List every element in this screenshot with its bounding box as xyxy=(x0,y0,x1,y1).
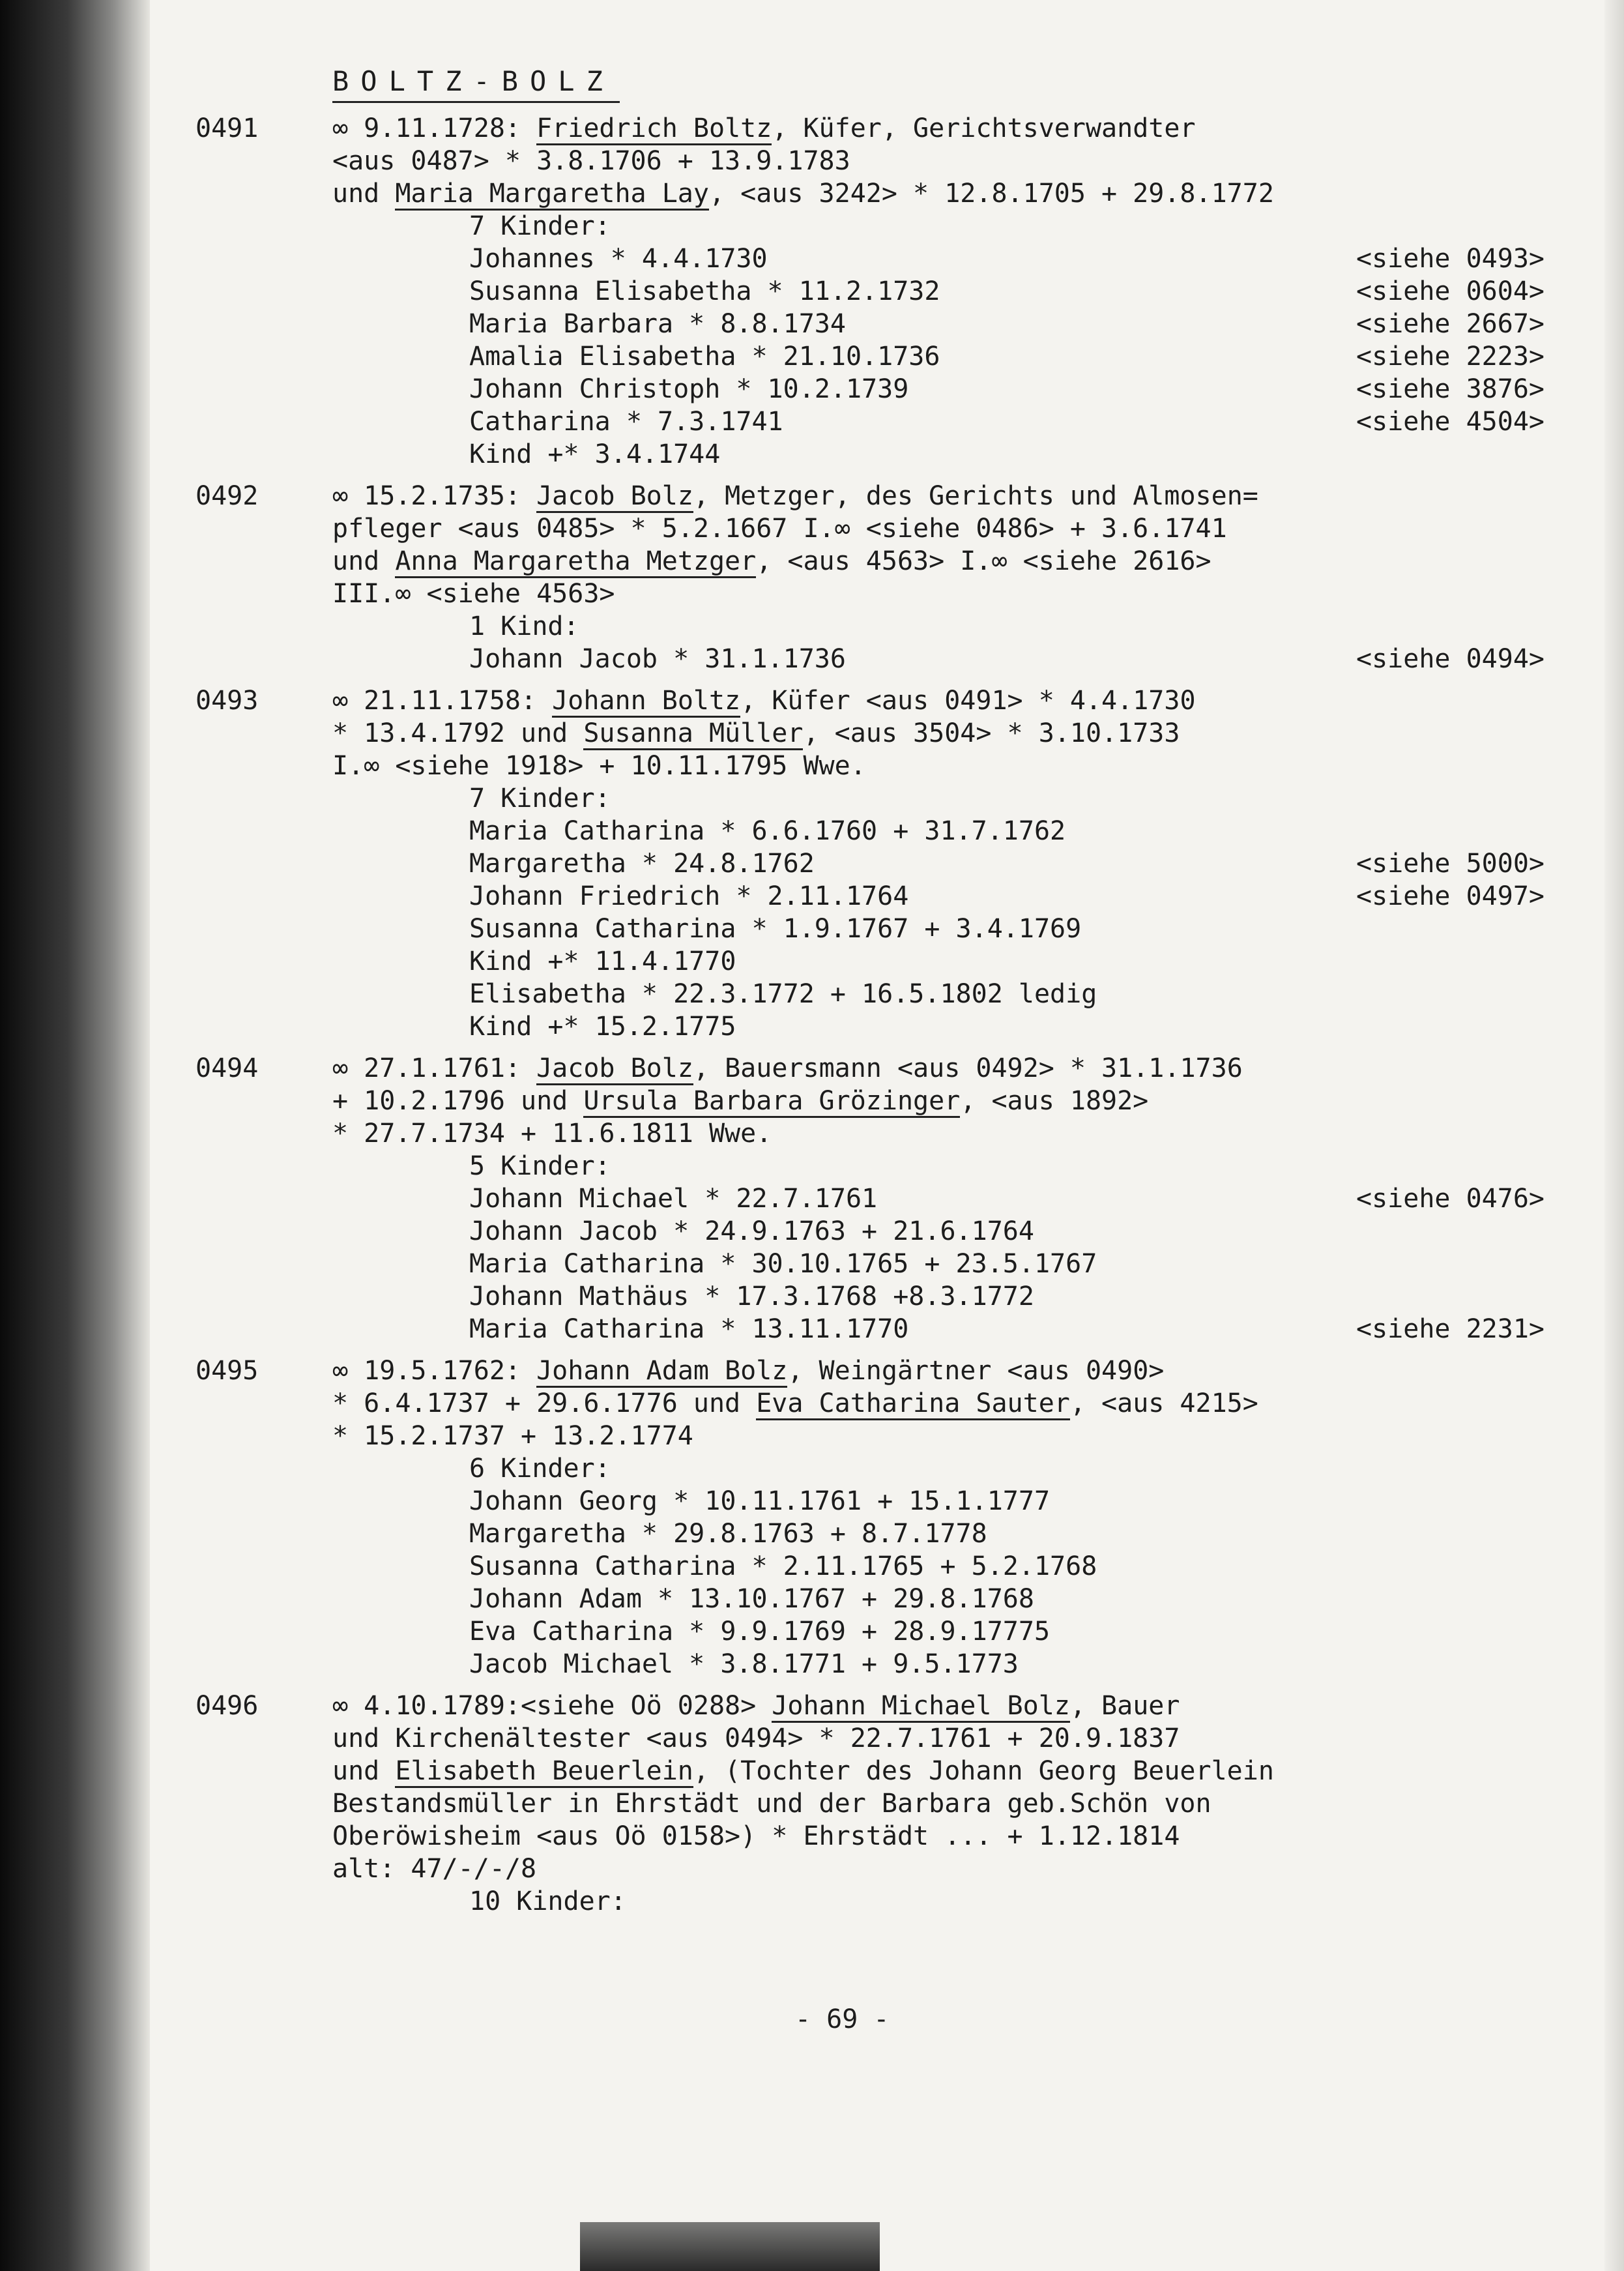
entry-text: , <aus 3242> * 12.8.1705 + 29.8.1772 xyxy=(708,179,1274,209)
entry-text: pfleger <aus 0485> * 5.2.1667 I.∞ <siehe 0486> + 3.6.1741 xyxy=(332,514,1227,544)
children-list xyxy=(469,1885,1544,1918)
entry-text: und Kirchenältester <aus 0494> * 22.7.1761 + 20.9.1837 xyxy=(332,1723,1180,1753)
entry-text: , <aus 4563> I.∞ <siehe 2616> xyxy=(756,546,1211,576)
entry-line xyxy=(332,512,1584,545)
child-text: Maria Catharina * 30.10.1765 + 23.5.1767 xyxy=(469,1249,1097,1279)
child-reference: <siehe 0476> xyxy=(1356,1184,1544,1214)
children-count-label: 7 Kinder: xyxy=(469,211,611,241)
child-reference: <siehe 2667> xyxy=(1356,309,1544,339)
child-text: Margaretha * 29.8.1763 + 8.7.1778 xyxy=(469,1519,987,1549)
entry-text: III.∞ <siehe 4563> xyxy=(332,579,615,609)
child-reference: <siehe 0493> xyxy=(1356,244,1544,274)
entry-text: * 15.2.1737 + 13.2.1774 xyxy=(332,1421,693,1451)
entry-text: , Bauersmann <aus 0492> * 31.1.1736 xyxy=(693,1053,1243,1083)
document-page xyxy=(196,62,1584,2148)
child-row xyxy=(469,978,1544,1010)
entry-line xyxy=(332,578,1584,610)
child-row xyxy=(469,847,1544,880)
entry-text: alt: 47/-/-/8 xyxy=(332,1854,537,1884)
entry-line xyxy=(332,1755,1584,1787)
entry-line xyxy=(332,1387,1584,1420)
child-row xyxy=(469,643,1544,675)
child-text: Catharina * 7.3.1741 xyxy=(469,407,783,437)
entry-line xyxy=(332,1420,1584,1452)
child-text: Eva Catharina * 9.9.1769 + 28.9.17775 xyxy=(469,1617,1051,1647)
entry-text: ∞ 15.2.1735: xyxy=(332,481,537,511)
child-row xyxy=(469,1248,1544,1280)
child-text: Johann Georg * 10.11.1761 + 15.1.1777 xyxy=(469,1486,1051,1516)
children-list xyxy=(469,782,1544,1043)
child-reference: <siehe 2223> xyxy=(1356,342,1544,372)
scan-bottom-shadow xyxy=(580,2222,880,2271)
child-row xyxy=(469,1313,1544,1345)
person-name: Johann Adam Bolz xyxy=(536,1356,787,1388)
child-row xyxy=(469,1280,1544,1313)
entry-text: * 27.7.1734 + 11.6.1811 Wwe. xyxy=(332,1119,772,1149)
child-text: Susanna Catharina * 1.9.1767 + 3.4.1769 xyxy=(469,914,1082,944)
child-row xyxy=(469,438,1544,471)
entry-line xyxy=(332,1052,1584,1085)
children-list xyxy=(469,1150,1544,1345)
child-reference: <siehe 5000> xyxy=(1356,849,1544,879)
genealogy-entry xyxy=(196,684,1584,1043)
entry-text: , Küfer <aus 0491> * 4.4.1730 xyxy=(740,686,1196,716)
child-row xyxy=(469,373,1544,405)
child-row xyxy=(469,1550,1544,1583)
person-name: Ursula Barbara Grözinger xyxy=(583,1086,960,1118)
child-row xyxy=(469,1648,1544,1680)
person-name: Anna Margaretha Metzger xyxy=(395,546,756,578)
page-number: - 69 - xyxy=(795,2004,890,2034)
entry-text: , <aus 1892> xyxy=(960,1086,1149,1116)
person-name: Jacob Bolz xyxy=(536,481,693,513)
child-text: Johann Jacob * 31.1.1736 xyxy=(469,644,846,674)
child-text: Maria Barbara * 8.8.1734 xyxy=(469,309,846,339)
entry-line xyxy=(332,1355,1584,1387)
child-row xyxy=(469,1010,1544,1043)
children-list xyxy=(469,610,1544,675)
book-gutter-shadow xyxy=(0,0,150,2271)
genealogy-entry xyxy=(196,1052,1584,1345)
entry-line xyxy=(332,1085,1584,1117)
child-row xyxy=(469,1215,1544,1248)
children-count-label: 10 Kinder: xyxy=(469,1886,626,1916)
entry-text: , (Tochter des Johann Georg Beuerlein xyxy=(693,1756,1274,1786)
child-text: Kind +* 3.4.1744 xyxy=(469,439,721,469)
entry-text: und xyxy=(332,1756,396,1786)
entry-line xyxy=(332,1690,1584,1722)
entry-text: , Bauer xyxy=(1069,1691,1180,1721)
entry-text: Bestandsmüller in Ehrstädt und der Barbara geb.Schön von xyxy=(332,1789,1211,1819)
child-row xyxy=(469,275,1544,308)
child-text: Maria Catharina * 6.6.1760 + 31.7.1762 xyxy=(469,816,1066,846)
child-row xyxy=(469,1583,1544,1615)
child-row xyxy=(469,1615,1544,1648)
person-name: Maria Margaretha Lay xyxy=(395,179,709,211)
entry-text: * 13.4.1792 und xyxy=(332,718,584,748)
child-row xyxy=(469,880,1544,913)
person-name: Elisabeth Beuerlein xyxy=(395,1756,693,1788)
child-row xyxy=(469,913,1544,945)
child-text: Kind +* 11.4.1770 xyxy=(469,946,736,976)
entry-number: 0495 xyxy=(196,1356,259,1386)
entry-line xyxy=(332,545,1584,578)
child-reference: <siehe 0494> xyxy=(1356,644,1544,674)
child-row xyxy=(469,242,1544,275)
entry-line xyxy=(332,1117,1584,1150)
person-name: Susanna Müller xyxy=(583,718,803,750)
entry-text: und xyxy=(332,546,396,576)
genealogy-entry xyxy=(196,480,1584,675)
child-row xyxy=(469,308,1544,340)
entry-line xyxy=(332,684,1584,717)
person-name: Jacob Bolz xyxy=(536,1053,693,1085)
child-text: Kind +* 15.2.1775 xyxy=(469,1012,736,1042)
child-row xyxy=(469,1485,1544,1517)
child-row xyxy=(469,405,1544,438)
child-text: Johann Christoph * 10.2.1739 xyxy=(469,374,909,404)
children-list xyxy=(469,210,1544,471)
children-count-label: 1 Kind: xyxy=(469,611,579,641)
entry-text: I.∞ <siehe 1918> + 10.11.1795 Wwe. xyxy=(332,751,866,781)
child-row xyxy=(469,945,1544,978)
person-name: Johann Boltz xyxy=(552,686,740,718)
entry-text: und xyxy=(332,179,396,209)
child-text: Jacob Michael * 3.8.1771 + 9.5.1773 xyxy=(469,1649,1019,1679)
entry-number: 0496 xyxy=(196,1691,259,1721)
entry-number: 0492 xyxy=(196,481,259,511)
entry-line xyxy=(332,1787,1584,1820)
entry-line xyxy=(332,480,1584,512)
child-text: Susanna Elisabetha * 11.2.1732 xyxy=(469,276,940,306)
child-text: Johannes * 4.4.1730 xyxy=(469,244,768,274)
child-text: Johann Michael * 22.7.1761 xyxy=(469,1184,878,1214)
entry-line xyxy=(332,1722,1584,1755)
genealogy-entry xyxy=(196,112,1584,471)
entry-number: 0491 xyxy=(196,113,259,143)
child-text: Margaretha * 24.8.1762 xyxy=(469,849,815,879)
entry-line xyxy=(332,1820,1584,1853)
child-text: Amalia Elisabetha * 21.10.1736 xyxy=(469,342,940,372)
entry-text: , Küfer, Gerichtsverwandter xyxy=(772,113,1196,143)
entry-text: , <aus 4215> xyxy=(1069,1388,1258,1418)
child-reference: <siehe 0604> xyxy=(1356,276,1544,306)
entry-number: 0494 xyxy=(196,1053,259,1083)
entry-list xyxy=(196,112,1584,1918)
child-reference: <siehe 2231> xyxy=(1356,1314,1544,1344)
child-row xyxy=(469,1517,1544,1550)
entry-text: ∞ 9.11.1728: xyxy=(332,113,537,143)
entry-line xyxy=(332,177,1584,210)
entry-line xyxy=(332,717,1584,750)
genealogy-entry xyxy=(196,1690,1584,1918)
entry-text: Oberöwisheim <aus Oö 0158>) * Ehrstädt ... + 1.12.1814 xyxy=(332,1821,1180,1851)
entry-text: ∞ 4.10.1789:<siehe Oö 0288> xyxy=(332,1691,772,1721)
page-edge xyxy=(1604,0,1624,2271)
child-text: Susanna Catharina * 2.11.1765 + 5.2.1768 xyxy=(469,1551,1097,1581)
child-text: Johann Adam * 13.10.1767 + 29.8.1768 xyxy=(469,1584,1034,1614)
entry-text: ∞ 21.11.1758: xyxy=(332,686,553,716)
child-reference: <siehe 3876> xyxy=(1356,374,1544,404)
entry-line xyxy=(332,750,1584,782)
child-row xyxy=(469,815,1544,847)
child-text: Johann Friedrich * 2.11.1764 xyxy=(469,881,909,911)
child-row xyxy=(469,340,1544,373)
child-reference: <siehe 4504> xyxy=(1356,407,1544,437)
entry-text: , Metzger, des Gerichts und Almosen= xyxy=(693,481,1258,511)
page-header: BOLTZ-BOLZ xyxy=(332,62,620,103)
entry-text: ∞ 27.1.1761: xyxy=(332,1053,537,1083)
person-name: Eva Catharina Sauter xyxy=(756,1388,1070,1420)
entry-line xyxy=(332,145,1584,177)
entry-text: , Weingärtner <aus 0490> xyxy=(787,1356,1165,1386)
entry-text: + 10.2.1796 und xyxy=(332,1086,584,1116)
child-row xyxy=(469,1182,1544,1215)
entry-number: 0493 xyxy=(196,686,259,716)
person-name: Friedrich Boltz xyxy=(536,113,772,145)
entry-text: <aus 0487> * 3.8.1706 + 13.9.1783 xyxy=(332,146,850,176)
child-text: Johann Mathäus * 17.3.1768 +8.3.1772 xyxy=(469,1282,1034,1311)
person-name: Johann Michael Bolz xyxy=(772,1691,1070,1723)
children-count-label: 5 Kinder: xyxy=(469,1151,611,1181)
entry-text: , <aus 3504> * 3.10.1733 xyxy=(803,718,1180,748)
entry-text: * 6.4.1737 + 29.6.1776 und xyxy=(332,1388,757,1418)
child-reference: <siehe 0497> xyxy=(1356,881,1544,911)
child-text: Johann Jacob * 24.9.1763 + 21.6.1764 xyxy=(469,1216,1034,1246)
genealogy-entry xyxy=(196,1355,1584,1680)
entry-line xyxy=(332,112,1584,145)
entry-line xyxy=(332,1853,1584,1885)
child-text: Maria Catharina * 13.11.1770 xyxy=(469,1314,909,1344)
entry-text: ∞ 19.5.1762: xyxy=(332,1356,537,1386)
children-count-label: 6 Kinder: xyxy=(469,1454,611,1484)
child-text: Elisabetha * 22.3.1772 + 16.5.1802 ledig xyxy=(469,979,1097,1009)
children-count-label: 7 Kinder: xyxy=(469,784,611,813)
children-list xyxy=(469,1452,1544,1680)
